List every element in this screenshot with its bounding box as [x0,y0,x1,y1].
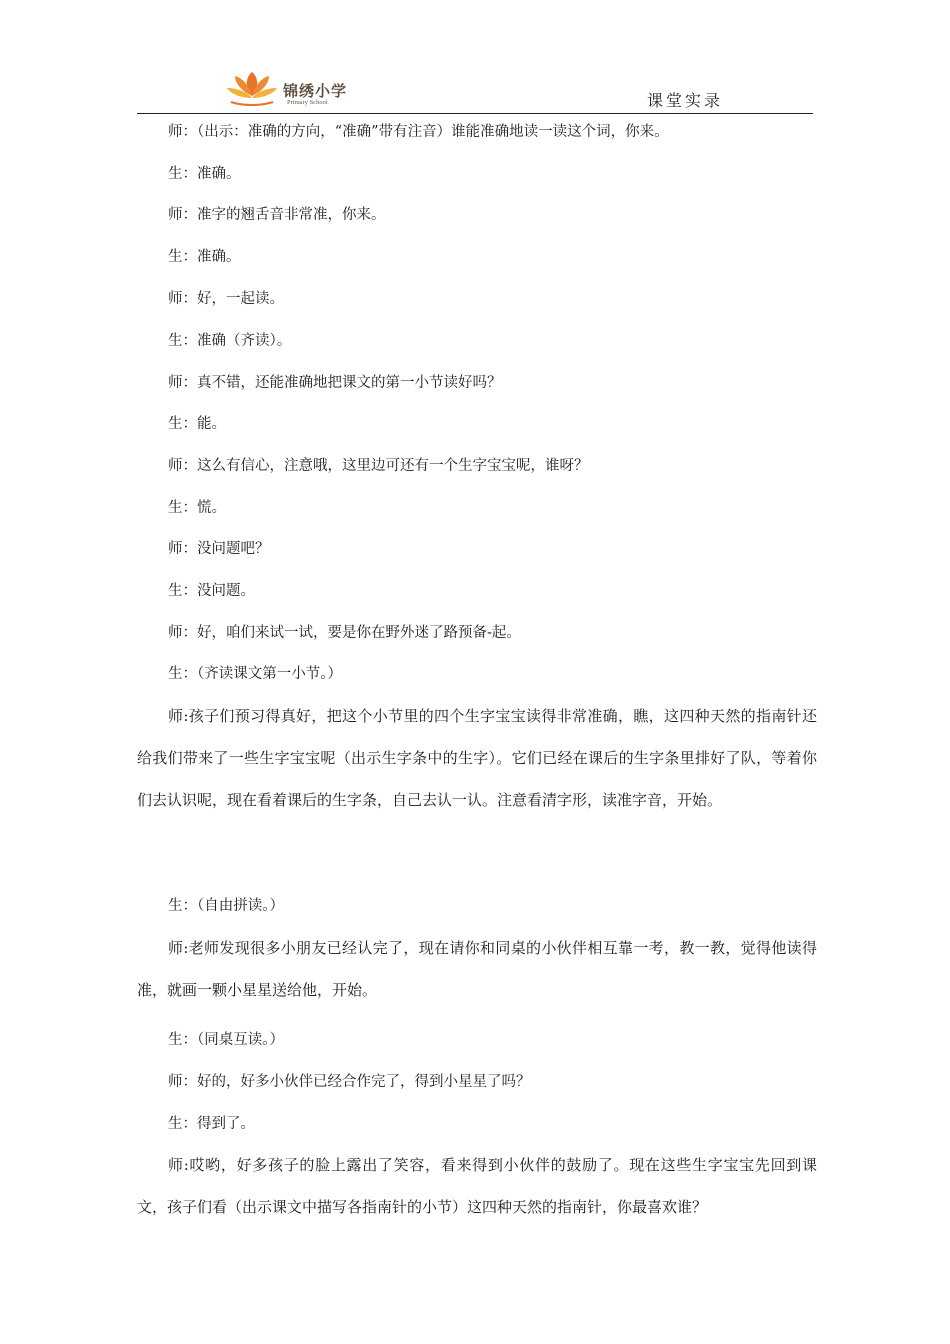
dialogue-line: 师：没问题吧？ [168,541,270,557]
dialogue-line: 生：得到了。 [168,1116,255,1132]
dialogue-line: 师：（出示：准确的方向，“准确”带有注音）谁能准确地读一读这个词，你来。 [168,124,669,140]
dialogue-line: 生：没问题。 [168,583,255,599]
lotus-logo-icon [223,68,281,108]
page-header [137,58,813,114]
school-logo [223,68,363,108]
dialogue-line: 师：真不错，还能准确地把课文的第一小节读好吗？ [168,375,502,391]
paragraph: 师:老师发现很多小朋友已经认完了，现在请你和同桌的小伙伴相互靠一考，教一教，觉得他读得准，就画一颗小星星送给他，开始。 [137,939,817,999]
dialogue-line: 生：（齐读课文第一小节。） [168,666,342,682]
dialogue-line: 师：好，咱们来试一试，要是你在野外迷了路预备-起。 [168,625,521,641]
logo-subtitle: Primary School [287,99,328,106]
dialogue-line: 生：（自由拼读。） [168,898,284,914]
section-title: 课堂实录 [646,91,723,110]
dialogue-line: 生：准确。 [168,166,241,182]
dialogue-line: 师：这么有信心，注意哦，这里边可还有一个生字宝宝呢，谁呀？ [168,458,589,474]
paragraph: 师:孩子们预习得真好，把这个小节里的四个生字宝宝读得非常准确，瞧，这四种天然的指南针还给我们带来了一些生字宝宝呢（出示生字条中的生字）。它们已经在课后的生字条里排好了队，等着你们去认识呢，现在看着课后的生字条，自己去认一认。注意看清字形，读准字音，开始。 [137,707,817,809]
dialogue-line: 生：准确（齐读）。 [168,333,292,349]
dialogue-line: 师：好，一起读。 [168,291,284,307]
dialogue-line: 生：慌。 [168,500,226,516]
paragraph: 师:哎哟，好多孩子的脸上露出了笑容，看来得到小伙伴的鼓励了。现在这些生字宝宝先回到课文，孩子们看（出示课文中描写各指南针的小节）这四种天然的指南针，你最喜欢谁？ [137,1156,817,1216]
dialogue-line: 生：准确。 [168,249,241,265]
dialogue-line: 生：（同桌互读。） [168,1032,284,1048]
dialogue-line: 师：准字的翘舌音非常准，你来。 [168,207,386,223]
logo-text: 锦绣小学 [283,82,348,100]
dialogue-line: 生：能。 [168,416,226,432]
dialogue-line: 师：好的，好多小伙伴已经合作完了，得到小星星了吗？ [168,1074,531,1090]
